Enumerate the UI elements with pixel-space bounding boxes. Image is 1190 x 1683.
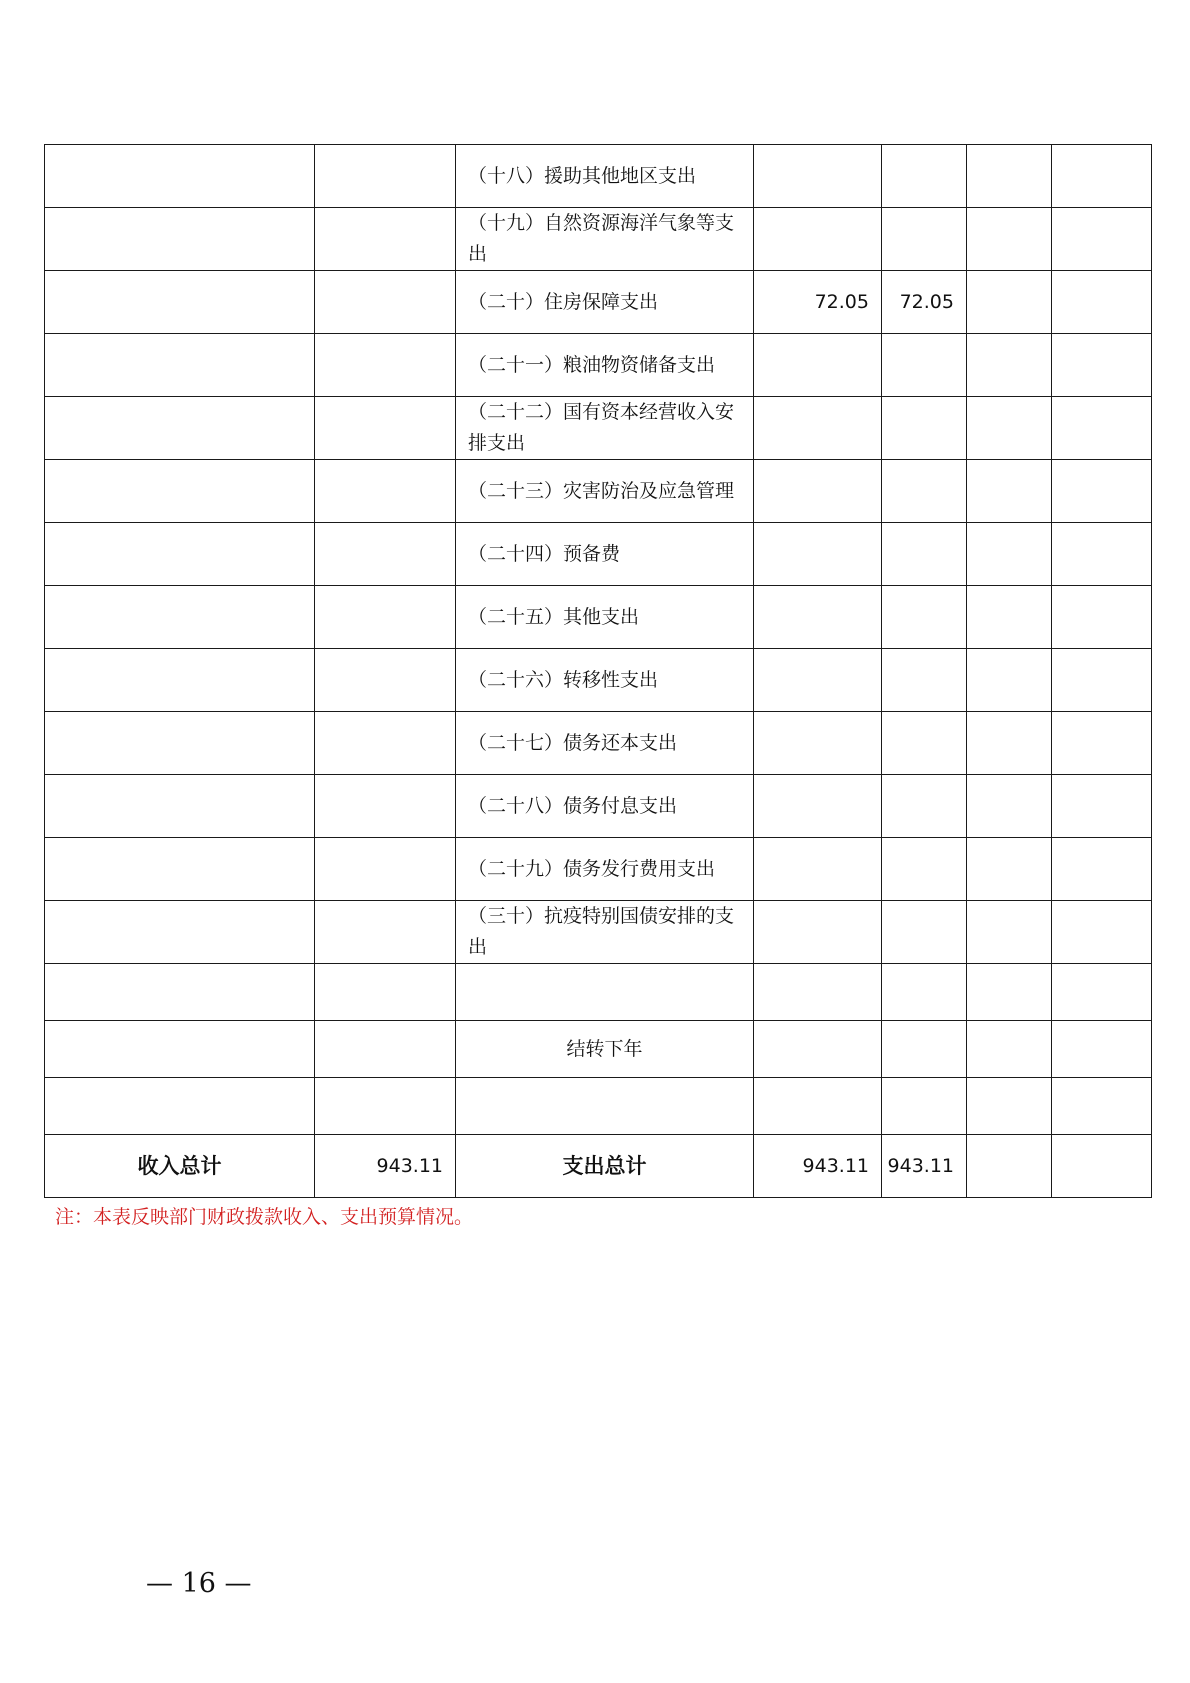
income-item-cell <box>45 334 315 397</box>
table-row <box>45 901 1152 964</box>
expense-total-cell <box>754 334 882 397</box>
expense-item-cell: （二十三）灾害防治及应急管理 <box>456 460 754 523</box>
expense-item-cell: （二十）住房保障支出 <box>456 271 754 334</box>
table-cell <box>1052 334 1152 397</box>
expense-item-cell: （二十四）预备费 <box>456 523 754 586</box>
expense-total-cell <box>754 775 882 838</box>
income-item-cell <box>45 649 315 712</box>
table-row <box>45 586 1152 649</box>
expense-item-cell: （十九）自然资源海洋气象等支出 <box>456 208 754 271</box>
income-amount-cell <box>315 649 456 712</box>
income-amount-cell <box>315 271 456 334</box>
expense-item-cell: （二十八）债务付息支出 <box>456 775 754 838</box>
income-amount-cell <box>315 397 456 460</box>
table-cell <box>1052 1135 1152 1198</box>
expense-general-total-value: 943.11 <box>882 1135 967 1198</box>
expense-item-cell: （二十七）债务还本支出 <box>456 712 754 775</box>
table-row <box>45 838 1152 901</box>
expense-general-cell <box>882 145 967 208</box>
expense-total-cell: 72.05 <box>754 271 882 334</box>
expense-general-cell <box>882 460 967 523</box>
table-cell <box>967 586 1052 649</box>
table-cell <box>1052 1078 1152 1135</box>
table-footnote: 注：本表反映部门财政拨款收入、支出预算情况。 <box>55 1206 474 1228</box>
income-total-value: 943.11 <box>315 1135 456 1198</box>
table-cell <box>456 964 754 1021</box>
table-cell <box>1052 271 1152 334</box>
table-row-blank <box>45 964 1152 1021</box>
income-item-cell <box>45 271 315 334</box>
income-total-label: 收入总计 <box>45 1135 315 1198</box>
expense-total-cell <box>754 145 882 208</box>
expense-total-cell <box>754 208 882 271</box>
expense-item-cell: （二十九）债务发行费用支出 <box>456 838 754 901</box>
table-cell <box>967 838 1052 901</box>
table-cell <box>754 964 882 1021</box>
table-cell <box>1052 964 1152 1021</box>
income-amount-cell <box>315 775 456 838</box>
income-amount-cell <box>315 712 456 775</box>
table-cell <box>967 523 1052 586</box>
table-cell <box>754 1021 882 1078</box>
income-item-cell <box>45 901 315 964</box>
table-cell <box>1052 397 1152 460</box>
table-cell <box>967 145 1052 208</box>
income-item-cell <box>45 712 315 775</box>
table-cell <box>967 460 1052 523</box>
table-cell <box>967 712 1052 775</box>
expense-total-cell <box>754 523 882 586</box>
expense-general-cell <box>882 334 967 397</box>
table-cell <box>967 1135 1052 1198</box>
expense-total-value: 943.11 <box>754 1135 882 1198</box>
income-item-cell <box>45 586 315 649</box>
table-cell <box>967 775 1052 838</box>
table-cell <box>1052 712 1152 775</box>
table-row <box>45 208 1152 271</box>
income-item-cell <box>45 460 315 523</box>
table-row <box>45 649 1152 712</box>
expense-total-cell <box>754 901 882 964</box>
table-row <box>45 397 1152 460</box>
table-row <box>45 775 1152 838</box>
table-row-carryover <box>45 1021 1152 1078</box>
table-row <box>45 460 1152 523</box>
budget-table <box>44 144 1152 1198</box>
expense-total-cell <box>754 838 882 901</box>
income-amount-cell <box>315 838 456 901</box>
expense-general-cell <box>882 838 967 901</box>
income-item-cell <box>45 838 315 901</box>
table-cell <box>45 964 315 1021</box>
table-cell <box>1052 145 1152 208</box>
table-row-blank <box>45 1078 1152 1135</box>
income-amount-cell <box>315 145 456 208</box>
expense-item-cell: （二十五）其他支出 <box>456 586 754 649</box>
table-cell <box>456 1078 754 1135</box>
table-cell <box>1052 901 1152 964</box>
expense-item-cell: （二十六）转移性支出 <box>456 649 754 712</box>
expense-total-cell <box>754 460 882 523</box>
table-cell <box>967 1078 1052 1135</box>
table-cell <box>315 1078 456 1135</box>
table-cell <box>882 1021 967 1078</box>
table-cell <box>45 1078 315 1135</box>
table-cell <box>1052 838 1152 901</box>
expense-total-cell <box>754 712 882 775</box>
table-cell <box>967 1021 1052 1078</box>
income-item-cell <box>45 397 315 460</box>
table-cell <box>882 1078 967 1135</box>
table-row <box>45 712 1152 775</box>
table-cell <box>1052 1021 1152 1078</box>
expense-total-cell <box>754 397 882 460</box>
carryover-label: 结转下年 <box>456 1021 754 1078</box>
table-cell <box>967 334 1052 397</box>
table-row <box>45 271 1152 334</box>
expense-general-cell <box>882 901 967 964</box>
expense-total-cell <box>754 586 882 649</box>
table-cell <box>754 1078 882 1135</box>
income-amount-cell <box>315 460 456 523</box>
expense-general-cell <box>882 586 967 649</box>
table-cell <box>882 964 967 1021</box>
income-amount-cell <box>315 586 456 649</box>
income-item-cell <box>45 208 315 271</box>
income-amount-cell <box>315 901 456 964</box>
page-number: — 16 — <box>146 1568 252 1599</box>
expense-general-cell <box>882 649 967 712</box>
table-cell <box>967 208 1052 271</box>
table-cell <box>967 964 1052 1021</box>
expense-item-cell: （十八）援助其他地区支出 <box>456 145 754 208</box>
income-amount-cell <box>315 208 456 271</box>
expense-item-cell: （三十）抗疫特别国债安排的支出 <box>456 901 754 964</box>
table-cell <box>1052 523 1152 586</box>
income-item-cell <box>45 523 315 586</box>
table-cell <box>1052 775 1152 838</box>
table-row <box>45 145 1152 208</box>
table-cell <box>967 271 1052 334</box>
expense-general-cell <box>882 775 967 838</box>
income-item-cell <box>45 775 315 838</box>
expense-general-cell <box>882 208 967 271</box>
table-cell <box>1052 460 1152 523</box>
table-row-totals <box>45 1135 1152 1198</box>
table-cell <box>1052 208 1152 271</box>
table-cell <box>967 901 1052 964</box>
expense-total-cell <box>754 649 882 712</box>
expense-general-cell <box>882 397 967 460</box>
table-cell <box>967 649 1052 712</box>
expense-item-cell: （二十二）国有资本经营收入安排支出 <box>456 397 754 460</box>
expense-item-cell: （二十一）粮油物资储备支出 <box>456 334 754 397</box>
income-amount-cell <box>315 523 456 586</box>
income-amount-cell <box>315 334 456 397</box>
expense-general-cell: 72.05 <box>882 271 967 334</box>
table-cell <box>1052 586 1152 649</box>
table-row <box>45 523 1152 586</box>
expense-total-label: 支出总计 <box>456 1135 754 1198</box>
table-cell <box>315 1021 456 1078</box>
income-item-cell <box>45 145 315 208</box>
table-cell <box>967 397 1052 460</box>
table-cell <box>1052 649 1152 712</box>
expense-general-cell <box>882 523 967 586</box>
table-cell <box>315 964 456 1021</box>
expense-general-cell <box>882 712 967 775</box>
table-row <box>45 334 1152 397</box>
table-cell <box>45 1021 315 1078</box>
